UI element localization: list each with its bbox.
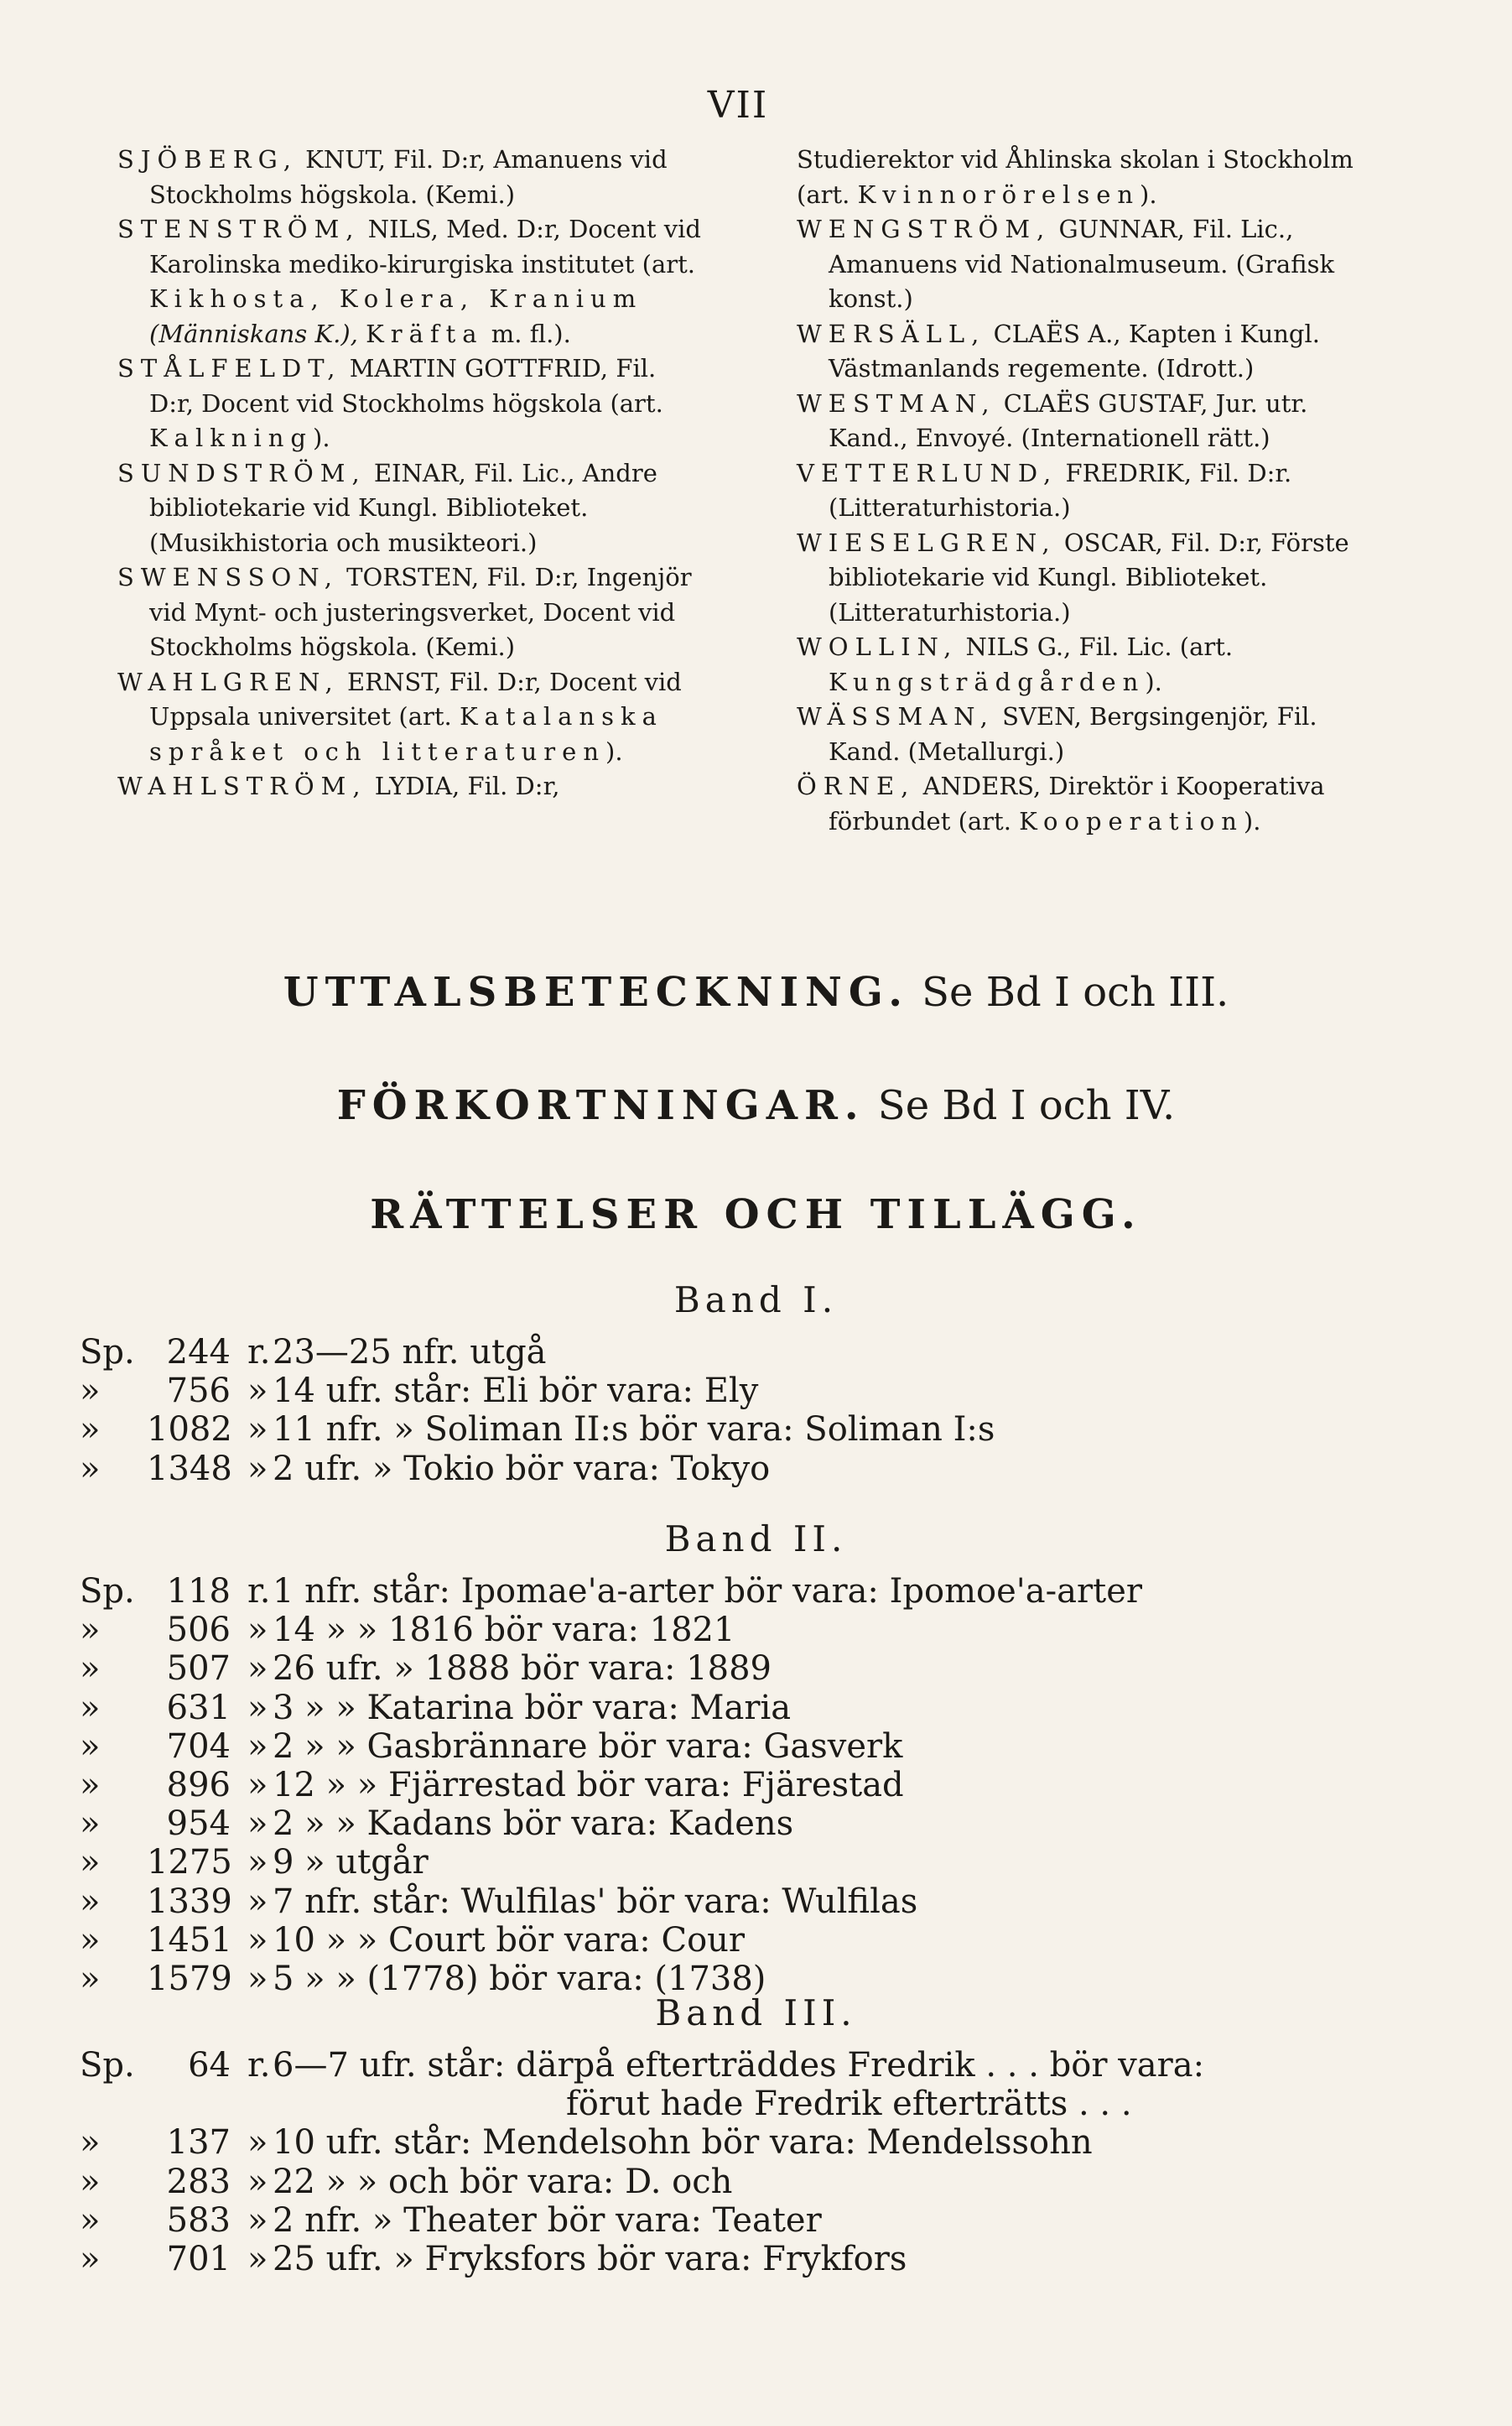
rattelser-heading: RÄTTELSER OCH TILLÄGG. xyxy=(370,1191,1142,1238)
entry-tail: ). xyxy=(605,737,623,766)
row-marker: » xyxy=(247,1882,268,1921)
column-number: 701 xyxy=(166,2240,231,2278)
correction-row xyxy=(80,1649,1388,1688)
column-number: 64 xyxy=(188,2046,231,2085)
contributor-details: CLAËS A., Kapten i Kungl. Västmanlands regemente. (Idrott.) xyxy=(829,319,1320,383)
contributor-name: SJÖBERG, xyxy=(117,145,298,174)
contributor-name: STENSTRÖM, xyxy=(117,215,361,243)
column-number: 1275 xyxy=(147,1843,232,1882)
contributors-columns xyxy=(117,143,1384,839)
column-marker: » xyxy=(80,1726,101,1766)
column-number: 1082 xyxy=(147,1410,232,1450)
correction-text: 12 » » Fjärrestad bör vara: Fjärestad xyxy=(273,1766,904,1804)
entry-tail: ). xyxy=(1243,806,1261,836)
contributor-name: WESTMAN, xyxy=(797,388,996,418)
correction-text: 25 ufr. » Fryksfors bör vara: Frykfors xyxy=(273,2240,907,2278)
article-title: Kvinnorörelsen xyxy=(857,180,1140,209)
correction-row xyxy=(80,1882,1388,1921)
row-marker: » xyxy=(247,1688,268,1727)
contributor-entry xyxy=(117,665,704,770)
correction-row xyxy=(80,1921,1388,1960)
contributor-details: TORSTEN, Fil. D:r, Ingenjör vid Mynt- och justeringsverket, Docent vid Stockholms högskola. (Kemi.) xyxy=(149,563,692,661)
correction-row xyxy=(80,2085,1388,2123)
column-number: 631 xyxy=(166,1688,231,1727)
column-number: 583 xyxy=(166,2200,231,2240)
contributor-name: STÅLFELDT, xyxy=(117,354,342,383)
column-marker: » xyxy=(80,1410,101,1450)
correction-row xyxy=(80,1372,1388,1410)
column-number: 506 xyxy=(166,1611,231,1650)
contributor-entry xyxy=(797,212,1384,317)
contributor-details: GUNNAR, Fil. Lic., Amanuens vid Nationalmuseum. (Grafisk konst.) xyxy=(829,215,1335,313)
column-number: 283 xyxy=(166,2162,231,2201)
column-marker: Sp. xyxy=(80,2046,135,2085)
row-marker: r. xyxy=(247,1572,271,1611)
column-number: 1451 xyxy=(147,1920,232,1960)
contributor-entry xyxy=(117,560,704,665)
contributor-details: LYDIA, Fil. D:r, xyxy=(366,772,560,800)
contributor-name: SWENSSON, xyxy=(117,563,339,591)
contributor-entry xyxy=(797,456,1384,526)
entry-tail: ). xyxy=(1145,667,1162,696)
correction-text: 26 ufr. » 1888 bör vara: 1889 xyxy=(273,1649,772,1689)
column-marker: » xyxy=(80,1611,101,1650)
uttal-heading: UTTALSBETECKNING. Se Bd I och III. xyxy=(283,969,1229,1016)
correction-text: 3 » » Katarina bör vara: Maria xyxy=(273,1688,792,1727)
column-marker: » xyxy=(80,1688,101,1727)
column-number: 954 xyxy=(166,1804,231,1844)
row-marker: » xyxy=(247,1920,268,1960)
contributor-details: NILS, Med. D:r, Docent vid Karolinska mediko-kirurgiska institutet (art. xyxy=(149,215,701,279)
correction-row xyxy=(80,1689,1388,1727)
band-title: Band III. xyxy=(655,1992,857,2033)
row-marker: » xyxy=(247,1649,268,1689)
column-number: 704 xyxy=(166,1726,231,1766)
row-marker: » xyxy=(247,1372,268,1411)
correction-text: 11 nfr. » Soliman II:s bör vara: Soliman I:s xyxy=(273,1410,995,1450)
contributor-entry xyxy=(797,769,1384,839)
row-marker: » xyxy=(247,2162,268,2201)
column-number: 1579 xyxy=(147,1960,232,1998)
forkortningar-heading: FÖRKORTNINGAR. Se Bd I och IV. xyxy=(336,1082,1176,1129)
column-marker: » xyxy=(80,1804,101,1844)
correction-row xyxy=(80,2163,1388,2201)
row-marker: » xyxy=(247,2240,268,2278)
article-title: Kungsträdgården xyxy=(829,667,1146,696)
row-marker: » xyxy=(247,1804,268,1844)
correction-text: 6—7 ufr. står: därpå efterträddes Fredrik . . . bör vara: xyxy=(273,2046,1205,2085)
contributor-entry xyxy=(117,456,704,561)
band-title: Band I. xyxy=(673,1279,839,1320)
contributor-name: VETTERLUND, xyxy=(797,458,1058,487)
contributor-name: WENGSTRÖM, xyxy=(797,215,1052,243)
contributor-entry xyxy=(117,212,704,351)
page-number: VII xyxy=(707,84,769,127)
contributor-name: WÄSSMAN, xyxy=(797,702,995,731)
contributor-details: NILS G., Fil. Lic. (art. xyxy=(958,633,1234,661)
contributor-entry xyxy=(797,526,1384,631)
contributor-details: SVEN, Bergsingenjör, Fil. Kand. (Metallurgi.) xyxy=(829,702,1317,766)
correction-row xyxy=(80,1804,1388,1843)
row-marker: » xyxy=(247,2200,268,2240)
column-number: 507 xyxy=(166,1649,231,1689)
correction-row xyxy=(80,1611,1388,1649)
contributor-details: CLAËS GUSTAF, Jur. utr. Kand., Envoyé. (Internationell rätt.) xyxy=(829,388,1308,452)
column-number: 1339 xyxy=(147,1882,232,1921)
contributor-details: Studierektor vid Åhlinska skolan i Stockholm (art. xyxy=(797,145,1354,209)
column-marker: » xyxy=(80,1960,101,1998)
correction-text: förut hade Fredrik efterträtts . . . xyxy=(566,2085,1132,2124)
correction-row xyxy=(80,2123,1388,2162)
row-marker: r. xyxy=(247,1333,271,1372)
article-title: Kooperation xyxy=(1019,806,1244,836)
contributor-name: WAHLSTRÖM, xyxy=(117,772,367,800)
correction-row xyxy=(80,1843,1388,1882)
column-marker: » xyxy=(80,1372,101,1411)
row-marker: » xyxy=(247,1726,268,1766)
article-title: Kräfta xyxy=(366,319,484,348)
band-title: Band II. xyxy=(664,1518,848,1559)
left-column xyxy=(117,143,704,839)
column-marker: » xyxy=(80,2123,101,2163)
contributor-name: WERSÄLL, xyxy=(797,319,986,348)
contributor-name: WOLLIN, xyxy=(797,633,959,661)
correction-row xyxy=(80,1333,1388,1372)
row-marker: » xyxy=(247,2123,268,2163)
correction-text: 14 » » 1816 bör vara: 1821 xyxy=(273,1611,735,1650)
right-column xyxy=(797,143,1384,839)
correction-text: 2 ufr. » Tokio bör vara: Tokyo xyxy=(273,1449,771,1488)
column-marker: » xyxy=(80,2200,101,2240)
correction-row xyxy=(80,1450,1388,1488)
column-marker: » xyxy=(80,1766,101,1804)
column-marker: » xyxy=(80,1882,101,1921)
row-marker: r. xyxy=(247,2046,271,2085)
correction-text: 9 » utgår xyxy=(273,1843,429,1882)
contributor-entry xyxy=(797,143,1384,212)
contributor-name: WIESELGREN, xyxy=(797,528,1057,557)
column-marker: » xyxy=(80,1920,101,1960)
column-number: 1348 xyxy=(147,1449,232,1488)
correction-text: 2 » » Gasbrännare bör vara: Gasverk xyxy=(273,1726,903,1766)
column-marker: » xyxy=(80,2240,101,2278)
correction-text: 2 nfr. » Theater bör vara: Teater xyxy=(273,2200,822,2240)
column-number: 756 xyxy=(166,1372,231,1411)
correction-row xyxy=(80,1727,1388,1766)
contributor-entry xyxy=(797,700,1384,769)
contributor-details: ERNST, Fil. D:r, Docent vid Uppsala universitet (art. xyxy=(149,667,682,731)
contributor-entry xyxy=(797,630,1384,700)
entry-tail: m. fl.). xyxy=(483,319,571,348)
correction-text: 7 nfr. står: Wulfilas' bör vara: Wulfilas xyxy=(273,1882,918,1921)
column-number: 896 xyxy=(166,1766,231,1804)
contributor-details: OSCAR, Fil. D:r, Förste bibliotekarie vid Kungl. Biblioteket. (Litteraturhistoria.) xyxy=(829,528,1349,627)
correction-text: 10 » » Court bör vara: Cour xyxy=(273,1920,746,1960)
correction-text: 14 ufr. står: Eli bör vara: Ely xyxy=(273,1372,759,1411)
row-marker: » xyxy=(247,1611,268,1650)
correction-text: 10 ufr. står: Mendelsohn bör vara: Mendelssohn xyxy=(273,2123,1093,2163)
column-marker: » xyxy=(80,1449,101,1488)
column-number: 118 xyxy=(166,1572,231,1611)
contributor-entry xyxy=(797,387,1384,456)
correction-row xyxy=(80,1766,1388,1804)
contributor-details: FREDRIK, Fil. D:r. (Litteraturhistoria.) xyxy=(829,458,1292,522)
article-title: Kikhosta, Kolera, Kranium xyxy=(149,284,643,313)
row-marker: » xyxy=(247,1960,268,1998)
row-marker: » xyxy=(247,1410,268,1450)
row-marker: » xyxy=(247,1449,268,1488)
contributor-name: SUNDSTRÖM, xyxy=(117,458,366,487)
contributor-entry xyxy=(117,769,704,804)
article-title: Katalanska språket och litteraturen xyxy=(149,702,663,766)
correction-row xyxy=(80,2201,1388,2240)
correction-text: 5 » » (1778) bör vara: (1738) xyxy=(273,1960,766,1998)
contributor-name: ÖRNE, xyxy=(797,772,916,800)
column-number: 137 xyxy=(166,2123,231,2163)
column-marker: » xyxy=(80,1649,101,1689)
correction-row xyxy=(80,2240,1388,2278)
contributor-entry xyxy=(117,351,704,456)
correction-row xyxy=(80,2046,1388,2085)
contributor-details: ANDERS, Direktör i Kooperativa förbundet (art. xyxy=(829,772,1325,836)
correction-text: 22 » » och bör vara: D. och xyxy=(273,2162,733,2201)
column-marker: » xyxy=(80,1843,101,1882)
column-marker: Sp. xyxy=(80,1572,135,1611)
column-marker: Sp. xyxy=(80,1333,135,1372)
contributor-details: EINAR, Fil. Lic., Andre bibliotekarie vid Kungl. Biblioteket. (Musikhistoria och musikteori.) xyxy=(149,458,657,557)
contributor-entry xyxy=(117,143,704,212)
contributor-details: KNUT, Fil. D:r, Amanuens vid Stockholms högskola. (Kemi.) xyxy=(149,145,668,209)
correction-row xyxy=(80,1410,1388,1449)
article-note: (Människans K.), xyxy=(149,319,366,348)
row-marker: » xyxy=(247,1843,268,1882)
correction-text: 23—25 nfr. utgå xyxy=(273,1333,547,1372)
entry-tail: ). xyxy=(313,424,330,452)
article-title: Kalkning xyxy=(149,424,313,452)
contributor-name: WAHLGREN, xyxy=(117,667,340,696)
row-marker: » xyxy=(247,1766,268,1804)
correction-text: 1 nfr. står: Ipomae'a-arter bör vara: Ipomoe'a-arter xyxy=(273,1572,1142,1611)
correction-row xyxy=(80,1572,1388,1611)
entry-tail: ). xyxy=(1140,180,1157,209)
contributor-entry xyxy=(797,317,1384,387)
correction-text: 2 » » Kadans bör vara: Kadens xyxy=(273,1804,794,1844)
contributor-details: MARTIN GOTTFRID, Fil. D:r, Docent vid Stockholms högskola (art. xyxy=(149,354,663,418)
column-number: 244 xyxy=(166,1333,231,1372)
column-marker: » xyxy=(80,2162,101,2201)
